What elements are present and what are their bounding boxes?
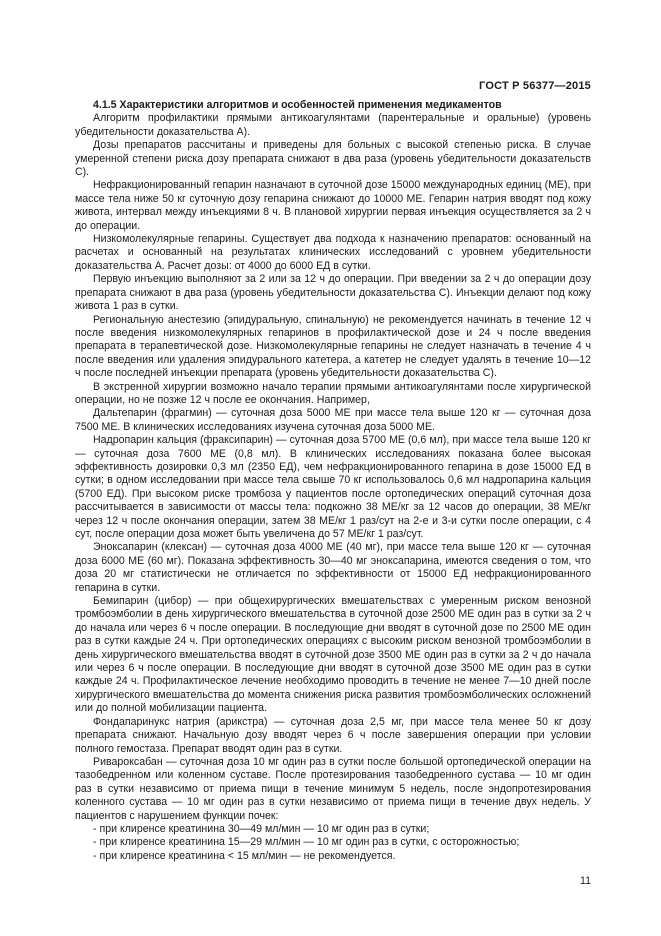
section-heading: 4.1.5 Характеристики алгоритмов и особенностей применения медикаментов [93,99,502,111]
paragraph: Бемипарин (цибор) — при общехирургических вмешательствах с умеренным риском венозной тромбоэмболии в день хирургического вмешательства в суточной дозе 2500 МЕ один раз в сутки за 2 ч до начала или через 6 ч после операции. В последующие дни вводят в суточной дозе по 2500 МЕ один раз в сутки каждые 24 ч. При ортопедических операциях с высоким риском венозной тромбоэмболии в день хирургического вмешательства вводят в суточной дозе 3500 МЕ один раз в сутки за 2 ч до начала или через 6 ч после операции. В последующие дни вводят в суточной дозе 3500 МЕ один раз в сутки каждые 24 ч. Профилактическое лечение необходимо проводить в течение не менее 7—10 дней после хирургического вмешательства до момента снижения риска развития тромбоэмболических осложнений или до полной мобилизации пациента. [75,595,591,715]
paragraph: Эноксапарин (клексан) — суточная доза 4000 МЕ (40 мг), при массе тела выше 120 кг — суточная доза 6000 МЕ (60 мг). Показана эффективность 30—40 мг эноксапарина, имеются сведения о том, что доза 20 мг статистически не отличается по эффективности от 15000 ЕД нефракционированного гепарина в сутки. [75,541,591,594]
page-number [75,875,591,887]
paragraph: Фондапаринукс натрия (арикстра) — суточная доза 2,5 мг, при массе тела менее 50 кг дозу препарата снижают. Начальную дозу вводят через 6 ч после завершения операции при условии полного гемостаза. Препарат вводят один раз в сутки. [75,715,591,755]
doc-number: ГОСТ Р 56377—2015 [479,80,591,92]
paragraph: Первую инъекцию выполняют за 2 или за 12 ч до операции. При введении за 2 ч до операции дозу препарата снижают в два раза (уровень убедительности доказательства С). Инъекции делают под кожу живота 1 раз в сутки. [75,273,591,313]
list-item: - при клиренсе креатинина 30—49 мл/мин — 10 мг один раз в сутки; [93,822,430,835]
page-number-value: 11 [580,875,591,887]
paragraph: Алгоритм профилактики прямыми антикоагулянтами (парентеральные и оральные) (уровень убедительности доказательства А). [75,112,591,138]
paragraph: В экстренной хирургии возможно начало терапии прямыми антикоагулянтами после хирургической операции, но не позже 12 ч после ее окончания. Например, [75,380,591,406]
paragraph: Ривароксабан — суточная доза 10 мг один раз в сутки после большой ортопедической операции на тазобедренном или коленном суставе. После протезирования тазобедренного сустава — 10 мг один раз в сутки независимо от приема пищи в течение минимум 5 недель, после эндопротезирования коленного сустава — 10 мг один раз в сутки независимо от приема пищи в течение двух недель. У пациентов с нарушением функции почек: [75,755,591,822]
paragraph: Нефракционированный гепарин назначают в суточной дозе 15000 международных единиц (МЕ), при массе тела ниже 50 кг суточную дозу гепарина снижают до 10000 МЕ. Гепарин натрия вводят под кожу живота, интервал между инъекциями 8 ч. В плановой хирургии первая инъекция осуществляется за 2 ч до операции. [75,179,591,232]
document-content [75,99,591,863]
list-item: - при клиренсе креатинина < 15 мл/мин — не рекомендуется. [93,849,396,862]
document-header [75,80,591,92]
paragraph: Низкомолекулярные гепарины. Существует два подхода к назначению препаратов: основанный на расчетах и основанный на результатах клинических исследований с уровнем убедительности доказательства А. Расчет дозы: от 4000 до 6000 ЕД в сутки. [75,233,591,272]
paragraph: Надропарин кальция (фраксипарин) — суточная доза 5700 МЕ (0,6 мл), при массе тела выше 120 кг — суточная доза 7600 МЕ (0,8 мл). В клинических исследованиях показана более высокая эффективность дозировки 0,3 мл (2350 ЕД), чем нефракционированного гепарина в дозе 15000 ЕД в сутки; в одном исследовании при массе тела свыше 70 кг использовалось 0,6 мл надропарина кальция (5700 ЕД). При высоком риске тромбоза у пациентов после ортопедических операций суточная доза рассчитывается в зависимости от массы тела: подкожно 38 МЕ/кг за 12 часов до операции, 38 МЕ/кг через 12 ч после окончания операции, затем 38 МЕ/кг 1 раз/сут на 2-е и 3-и сутки после операции, с 4 сут, после операции доза может быть увеличена до 57 МЕ/кг 1 раз/сут. [75,434,591,540]
paragraph: Дозы препаратов рассчитаны и приведены для больных с высокой степенью риска. В случае умеренной степени риска дозу препарата снижают в два раза (уровень убедительности доказательств С). [75,139,591,179]
list-item: - при клиренсе креатинина 15—29 мл/мин — 10 мг один раз в сутки, с осторожностью; [93,836,520,849]
paragraph: Региональную анестезию (эпидуральную, спинальную) не рекомендуется начинать в течение 12 ч после введения низкомолекулярных гепаринов в профилактической дозе и 24 ч после введения препарата в терапевтической дозе. Низкомолекулярные гепарины не следует назначать в течение 4 ч после введения или удаления эпидурального катетера, а катетер не следует удалять в течение 10—12 ч после последней инъекции препарата (уровень убедительности доказательства С). [75,313,591,380]
paragraph: Дальтепарин (фрагмин) — суточная доза 5000 МЕ при массе тела выше 120 кг — суточная доза 7500 МЕ. В клинических исследованиях изучена суточная доза 5000 МЕ. [75,407,591,433]
